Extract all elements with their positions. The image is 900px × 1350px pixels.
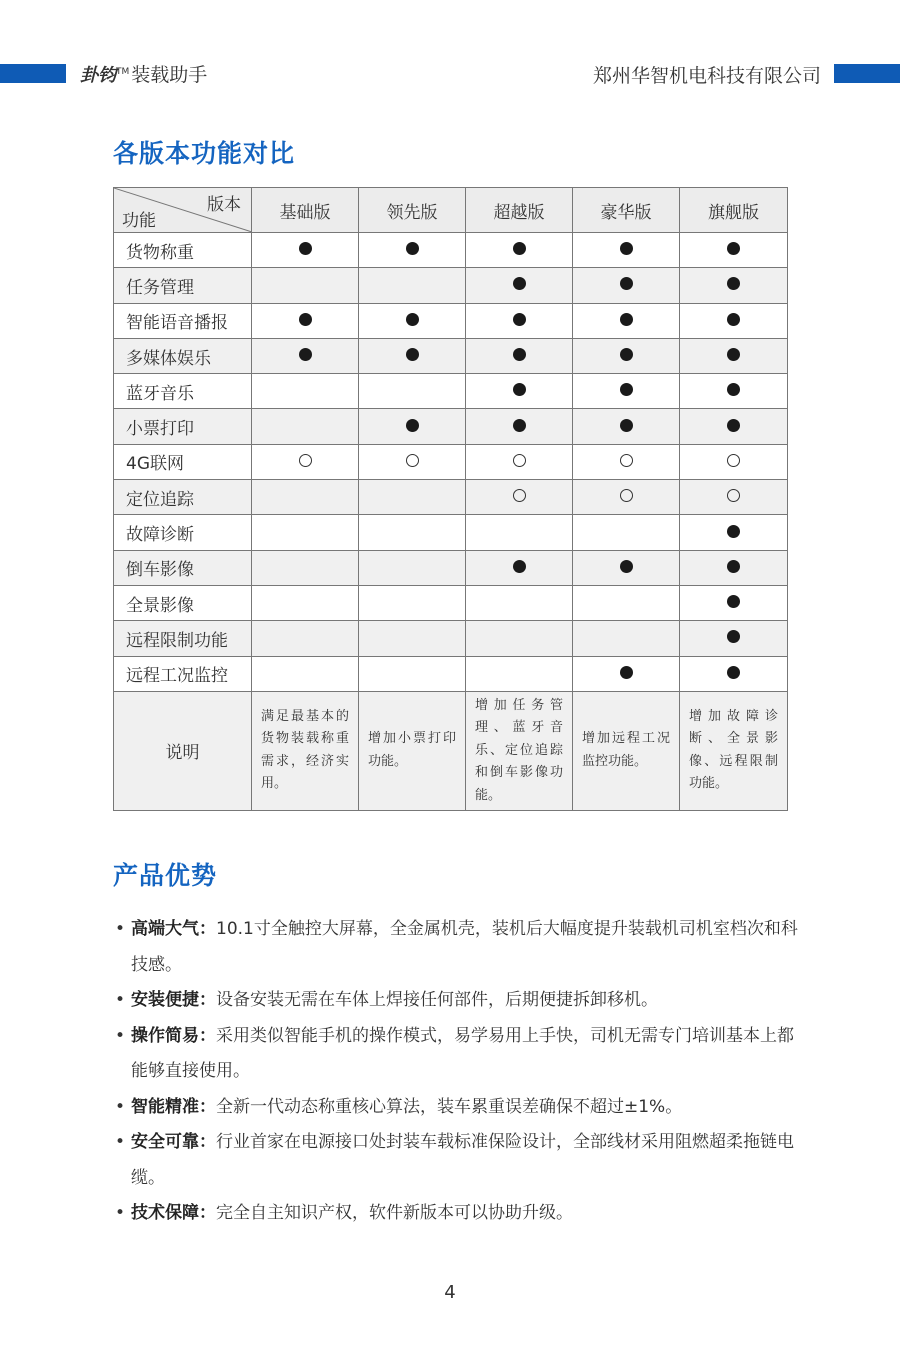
feature-cell: [573, 621, 680, 656]
feature-cell: [252, 233, 359, 268]
table-row: [114, 268, 788, 303]
version-comparison-table: [113, 187, 788, 811]
feature-cell: [573, 444, 680, 479]
feature-cell: [359, 268, 466, 303]
filled-circle-icon: [620, 242, 633, 255]
table-row: [114, 656, 788, 691]
hollow-circle-icon: [727, 454, 740, 467]
feature-cell: [466, 480, 573, 515]
table-header-row: [114, 188, 788, 233]
feature-cell: [680, 233, 788, 268]
feature-cell: [359, 480, 466, 515]
header-accent-bar-left: [0, 64, 66, 83]
hollow-circle-icon: [620, 489, 633, 502]
version-header-flagship: 旗舰版: [680, 188, 788, 233]
key-separator: ：: [199, 919, 216, 939]
bullet-icon: •: [115, 919, 126, 939]
hollow-circle-icon: [299, 454, 312, 467]
feature-cell: [573, 268, 680, 303]
feature-cell: [252, 444, 359, 479]
feature-cell: [466, 303, 573, 338]
feature-cell: [359, 585, 466, 620]
feature-cell: [359, 515, 466, 550]
feature-name: 故障诊断: [114, 515, 252, 550]
filled-circle-icon: [620, 666, 633, 679]
feature-cell: [252, 303, 359, 338]
hollow-circle-icon: [727, 489, 740, 502]
feature-name: 蓝牙音乐: [114, 374, 252, 409]
table-corner-cell: [114, 188, 252, 233]
advantage-key: 安全可靠: [131, 1132, 199, 1152]
feature-cell: [466, 409, 573, 444]
filled-circle-icon: [727, 560, 740, 573]
key-separator: ：: [199, 990, 216, 1010]
feature-name: 多媒体娱乐: [114, 338, 252, 373]
company-name: 郑州华智机电科技有限公司: [592, 65, 821, 87]
feature-cell: [573, 374, 680, 409]
advantages-list: [113, 912, 803, 1232]
filled-circle-icon: [727, 595, 740, 608]
table-row: [114, 515, 788, 550]
feature-cell: [252, 374, 359, 409]
feature-cell: [680, 338, 788, 373]
bullet-icon: •: [115, 1096, 126, 1117]
table-row: [114, 550, 788, 585]
note-flagship: 增加故障诊断、全景影像、远程限制功能。: [680, 691, 788, 810]
feature-cell: [252, 338, 359, 373]
note-beyond: 增加任务管理、蓝牙音乐、定位追踪和倒车影像功能。: [466, 691, 573, 810]
advantage-text: 行业首家在电源接口处封装车载标准保险设计，全部线材采用阻燃超柔拖链电缆。: [131, 1132, 794, 1188]
filled-circle-icon: [727, 630, 740, 643]
feature-cell: [466, 585, 573, 620]
filled-circle-icon: [513, 277, 526, 290]
notes-label: 说明: [114, 691, 252, 810]
feature-cell: [573, 480, 680, 515]
feature-cell: [680, 550, 788, 585]
corner-label-feature: 功能: [122, 211, 156, 231]
brand-product: 装载助手: [131, 64, 208, 86]
filled-circle-icon: [727, 383, 740, 396]
feature-name: 远程工况监控: [114, 656, 252, 691]
feature-cell: [359, 233, 466, 268]
feature-cell: [359, 621, 466, 656]
filled-circle-icon: [513, 348, 526, 361]
filled-circle-icon: [299, 242, 312, 255]
filled-circle-icon: [513, 419, 526, 432]
table-row: [114, 374, 788, 409]
feature-name: 定位追踪: [114, 480, 252, 515]
feature-cell: [466, 338, 573, 373]
brand-name: [80, 60, 207, 87]
advantage-text: 10.1寸全触控大屏幕，全金属机壳，装机后大幅度提升装载机司机室档次和科技感。: [131, 919, 798, 975]
list-item: [113, 1019, 803, 1090]
filled-circle-icon: [727, 242, 740, 255]
feature-cell: [252, 409, 359, 444]
bullet-icon: •: [115, 1203, 126, 1223]
feature-cell: [573, 409, 680, 444]
filled-circle-icon: [513, 383, 526, 396]
filled-circle-icon: [727, 666, 740, 679]
filled-circle-icon: [299, 313, 312, 326]
advantage-text: 设备安装无需在车体上焊接任何部件，后期便捷拆卸移机。: [216, 990, 658, 1010]
bullet-icon: •: [115, 1132, 126, 1152]
note-deluxe: 增加远程工况监控功能。: [573, 691, 680, 810]
advantage-key: 智能精准: [131, 1096, 199, 1117]
filled-circle-icon: [620, 419, 633, 432]
key-separator: ：: [199, 1203, 216, 1223]
feature-cell: [252, 621, 359, 656]
feature-cell: [359, 374, 466, 409]
table-row: [114, 303, 788, 338]
list-item: [113, 1125, 803, 1196]
note-basic: 满足最基本的货物装载称重需求，经济实用。: [252, 691, 359, 810]
feature-cell: [680, 656, 788, 691]
feature-cell: [680, 480, 788, 515]
list-item: [113, 983, 803, 1019]
filled-circle-icon: [620, 560, 633, 573]
corner-label-version: 版本: [207, 195, 241, 215]
feature-cell: [466, 550, 573, 585]
feature-cell: [680, 374, 788, 409]
hollow-circle-icon: [620, 454, 633, 467]
hollow-circle-icon: [513, 489, 526, 502]
key-separator: ：: [199, 1132, 216, 1152]
header-accent-bar-right: [834, 64, 900, 83]
bullet-icon: •: [115, 990, 126, 1010]
section-title-advantages: 产品优势: [113, 861, 218, 890]
filled-circle-icon: [620, 313, 633, 326]
list-item: [113, 912, 803, 983]
key-separator: ：: [199, 1025, 216, 1046]
feature-name: 智能语音播报: [114, 303, 252, 338]
feature-cell: [680, 444, 788, 479]
feature-cell: [680, 621, 788, 656]
table-row: [114, 409, 788, 444]
filled-circle-icon: [406, 313, 419, 326]
feature-cell: [680, 515, 788, 550]
version-header-deluxe: 豪华版: [573, 188, 680, 233]
filled-circle-icon: [620, 348, 633, 361]
feature-cell: [466, 515, 573, 550]
filled-circle-icon: [727, 419, 740, 432]
feature-cell: [359, 409, 466, 444]
table-row: [114, 233, 788, 268]
feature-cell: [466, 374, 573, 409]
feature-cell: [573, 656, 680, 691]
feature-cell: [252, 656, 359, 691]
feature-name: 货物称重: [114, 233, 252, 268]
feature-cell: [466, 621, 573, 656]
filled-circle-icon: [299, 348, 312, 361]
feature-cell: [466, 233, 573, 268]
feature-cell: [680, 409, 788, 444]
filled-circle-icon: [727, 348, 740, 361]
advantage-key: 高端大气: [131, 919, 199, 939]
page-number: 4: [444, 1282, 456, 1303]
feature-cell: [252, 515, 359, 550]
advantage-text: 全新一代动态称重核心算法，装车累重误差确保不超过±1%。: [216, 1096, 683, 1117]
version-header-beyond: 超越版: [466, 188, 573, 233]
feature-cell: [573, 585, 680, 620]
note-leading: 增加小票打印功能。: [359, 691, 466, 810]
trademark-mark: TM: [116, 66, 130, 77]
feature-cell: [359, 338, 466, 373]
version-header-leading: 领先版: [359, 188, 466, 233]
feature-cell: [573, 233, 680, 268]
feature-cell: [466, 656, 573, 691]
feature-cell: [680, 303, 788, 338]
filled-circle-icon: [727, 313, 740, 326]
feature-name: 远程限制功能: [114, 621, 252, 656]
version-header-basic: 基础版: [252, 188, 359, 233]
feature-cell: [359, 550, 466, 585]
advantage-key: 操作简易: [131, 1025, 199, 1046]
feature-cell: [252, 585, 359, 620]
feature-cell: [359, 444, 466, 479]
table-row: [114, 621, 788, 656]
feature-name: 小票打印: [114, 409, 252, 444]
feature-name: 4G联网: [114, 444, 252, 479]
feature-name: 任务管理: [114, 268, 252, 303]
list-item: [113, 1090, 803, 1126]
feature-cell: [573, 338, 680, 373]
key-separator: ：: [199, 1096, 216, 1117]
advantage-text: 采用类似智能手机的操作模式，易学易用上手快，司机无需专门培训基本上都能够直接使用。: [131, 1025, 794, 1081]
filled-circle-icon: [620, 277, 633, 290]
table-row: [114, 338, 788, 373]
feature-cell: [466, 268, 573, 303]
filled-circle-icon: [406, 419, 419, 432]
table-row: [114, 585, 788, 620]
feature-cell: [359, 656, 466, 691]
feature-cell: [359, 303, 466, 338]
list-item: [113, 1196, 803, 1232]
feature-name: 倒车影像: [114, 550, 252, 585]
feature-cell: [573, 515, 680, 550]
advantage-key: 技术保障: [131, 1203, 199, 1223]
brand-logo: 卦钧: [80, 65, 116, 86]
bullet-icon: •: [115, 1025, 126, 1046]
feature-cell: [680, 585, 788, 620]
hollow-circle-icon: [406, 454, 419, 467]
feature-cell: [573, 550, 680, 585]
feature-cell: [573, 303, 680, 338]
feature-cell: [252, 480, 359, 515]
feature-cell: [680, 268, 788, 303]
advantage-key: 安装便捷: [131, 990, 199, 1010]
filled-circle-icon: [406, 242, 419, 255]
filled-circle-icon: [620, 383, 633, 396]
notes-row: [114, 691, 788, 810]
filled-circle-icon: [727, 525, 740, 538]
table-row: [114, 444, 788, 479]
filled-circle-icon: [513, 313, 526, 326]
feature-name: 全景影像: [114, 585, 252, 620]
filled-circle-icon: [513, 560, 526, 573]
feature-cell: [252, 268, 359, 303]
filled-circle-icon: [727, 277, 740, 290]
feature-cell: [252, 550, 359, 585]
hollow-circle-icon: [513, 454, 526, 467]
filled-circle-icon: [513, 242, 526, 255]
feature-cell: [466, 444, 573, 479]
section-title-comparison: 各版本功能对比: [113, 139, 296, 168]
advantage-text: 完全自主知识产权，软件新版本可以协助升级。: [216, 1203, 573, 1223]
table-row: [114, 480, 788, 515]
filled-circle-icon: [406, 348, 419, 361]
